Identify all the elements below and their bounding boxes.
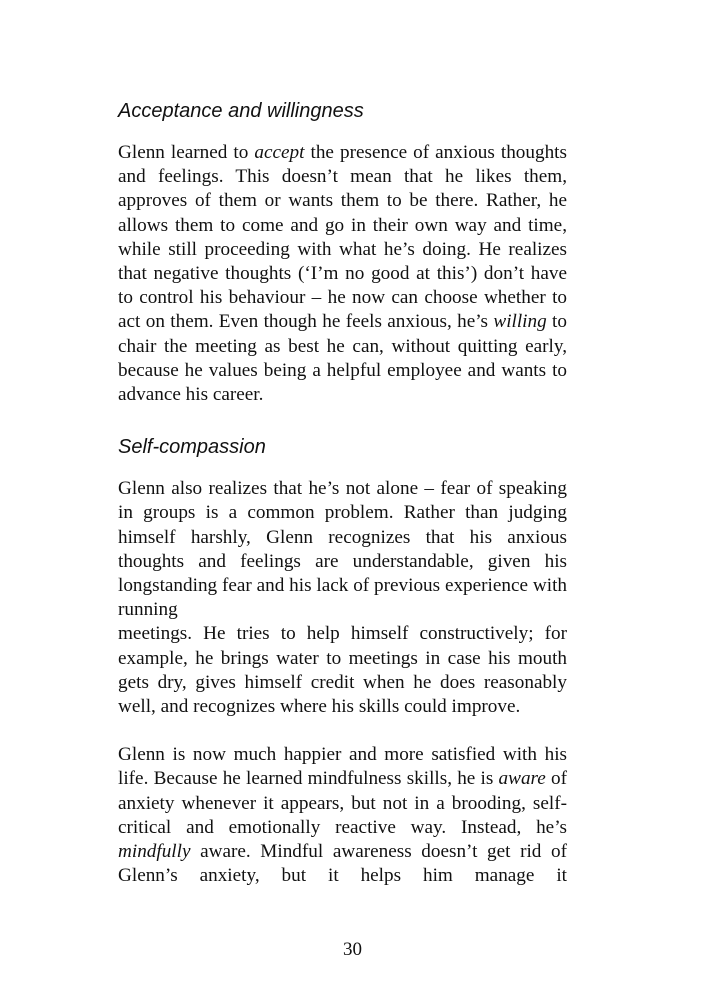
page-body — [118, 95, 567, 888]
section-heading-acceptance: Acceptance and willingness — [118, 100, 364, 122]
paragraph-happier — [118, 743, 567, 888]
paragraph-meetings: meetings. He tries to help himself constructively; for example, he brings water to meetings in case his mouth gets dry, gives himself credit when he does reasonably well, and recognizes where his skills could improve. — [118, 623, 567, 718]
emphasis-accept: accept — [254, 142, 305, 163]
paragraph-text: of anxiety whenever it appears, but not in a brooding, self-critical and emotionally reactive way. Instead, he’s — [118, 768, 568, 838]
emphasis-aware: aware — [498, 768, 546, 790]
section-heading-self-compassion: Self-compassion — [118, 436, 266, 459]
emphasis-mindfully: mindfully — [118, 841, 191, 863]
paragraph-text: Glenn is now much happier and more satisfied with his life. Because he learned mindfulness skills, he is — [118, 744, 567, 790]
paragraph-text: to chair the meeting as best he can, without quitting early, because he values being a helpful employee and wants to advance his career. — [118, 311, 567, 406]
paragraph-acceptance — [118, 141, 567, 407]
page-number: 30 — [343, 939, 362, 960]
emphasis-willing: willing — [493, 311, 547, 333]
paragraph-text: the presence of anxious thoughts and feelings. This doesn’t mean that he likes them, approves of them or wants them to be there. Rather, he allows them to come and go in their own way and time, while still proceeding with what he’s doing. He realizes that negative thoughts (‘I’m no good at this’) don’t have to control his behaviour – he now can choose whether to act on them. Even though he feels anxious, he’s — [118, 142, 567, 333]
paragraph-text: aware. Mindful awareness doesn’t get rid of Glenn’s anxiety, but it helps him manage it — [118, 841, 567, 887]
paragraph-text: Glenn learned to — [118, 142, 255, 163]
paragraph-self-compassion: Glenn also realizes that he’s not alone – fear of speaking in groups is a common problem. Rather than judging himself harshly, Glenn recognizes that his anxious thoughts and feelings are understandable, given his longstanding fear and his lack of previous experience with running — [118, 478, 567, 621]
